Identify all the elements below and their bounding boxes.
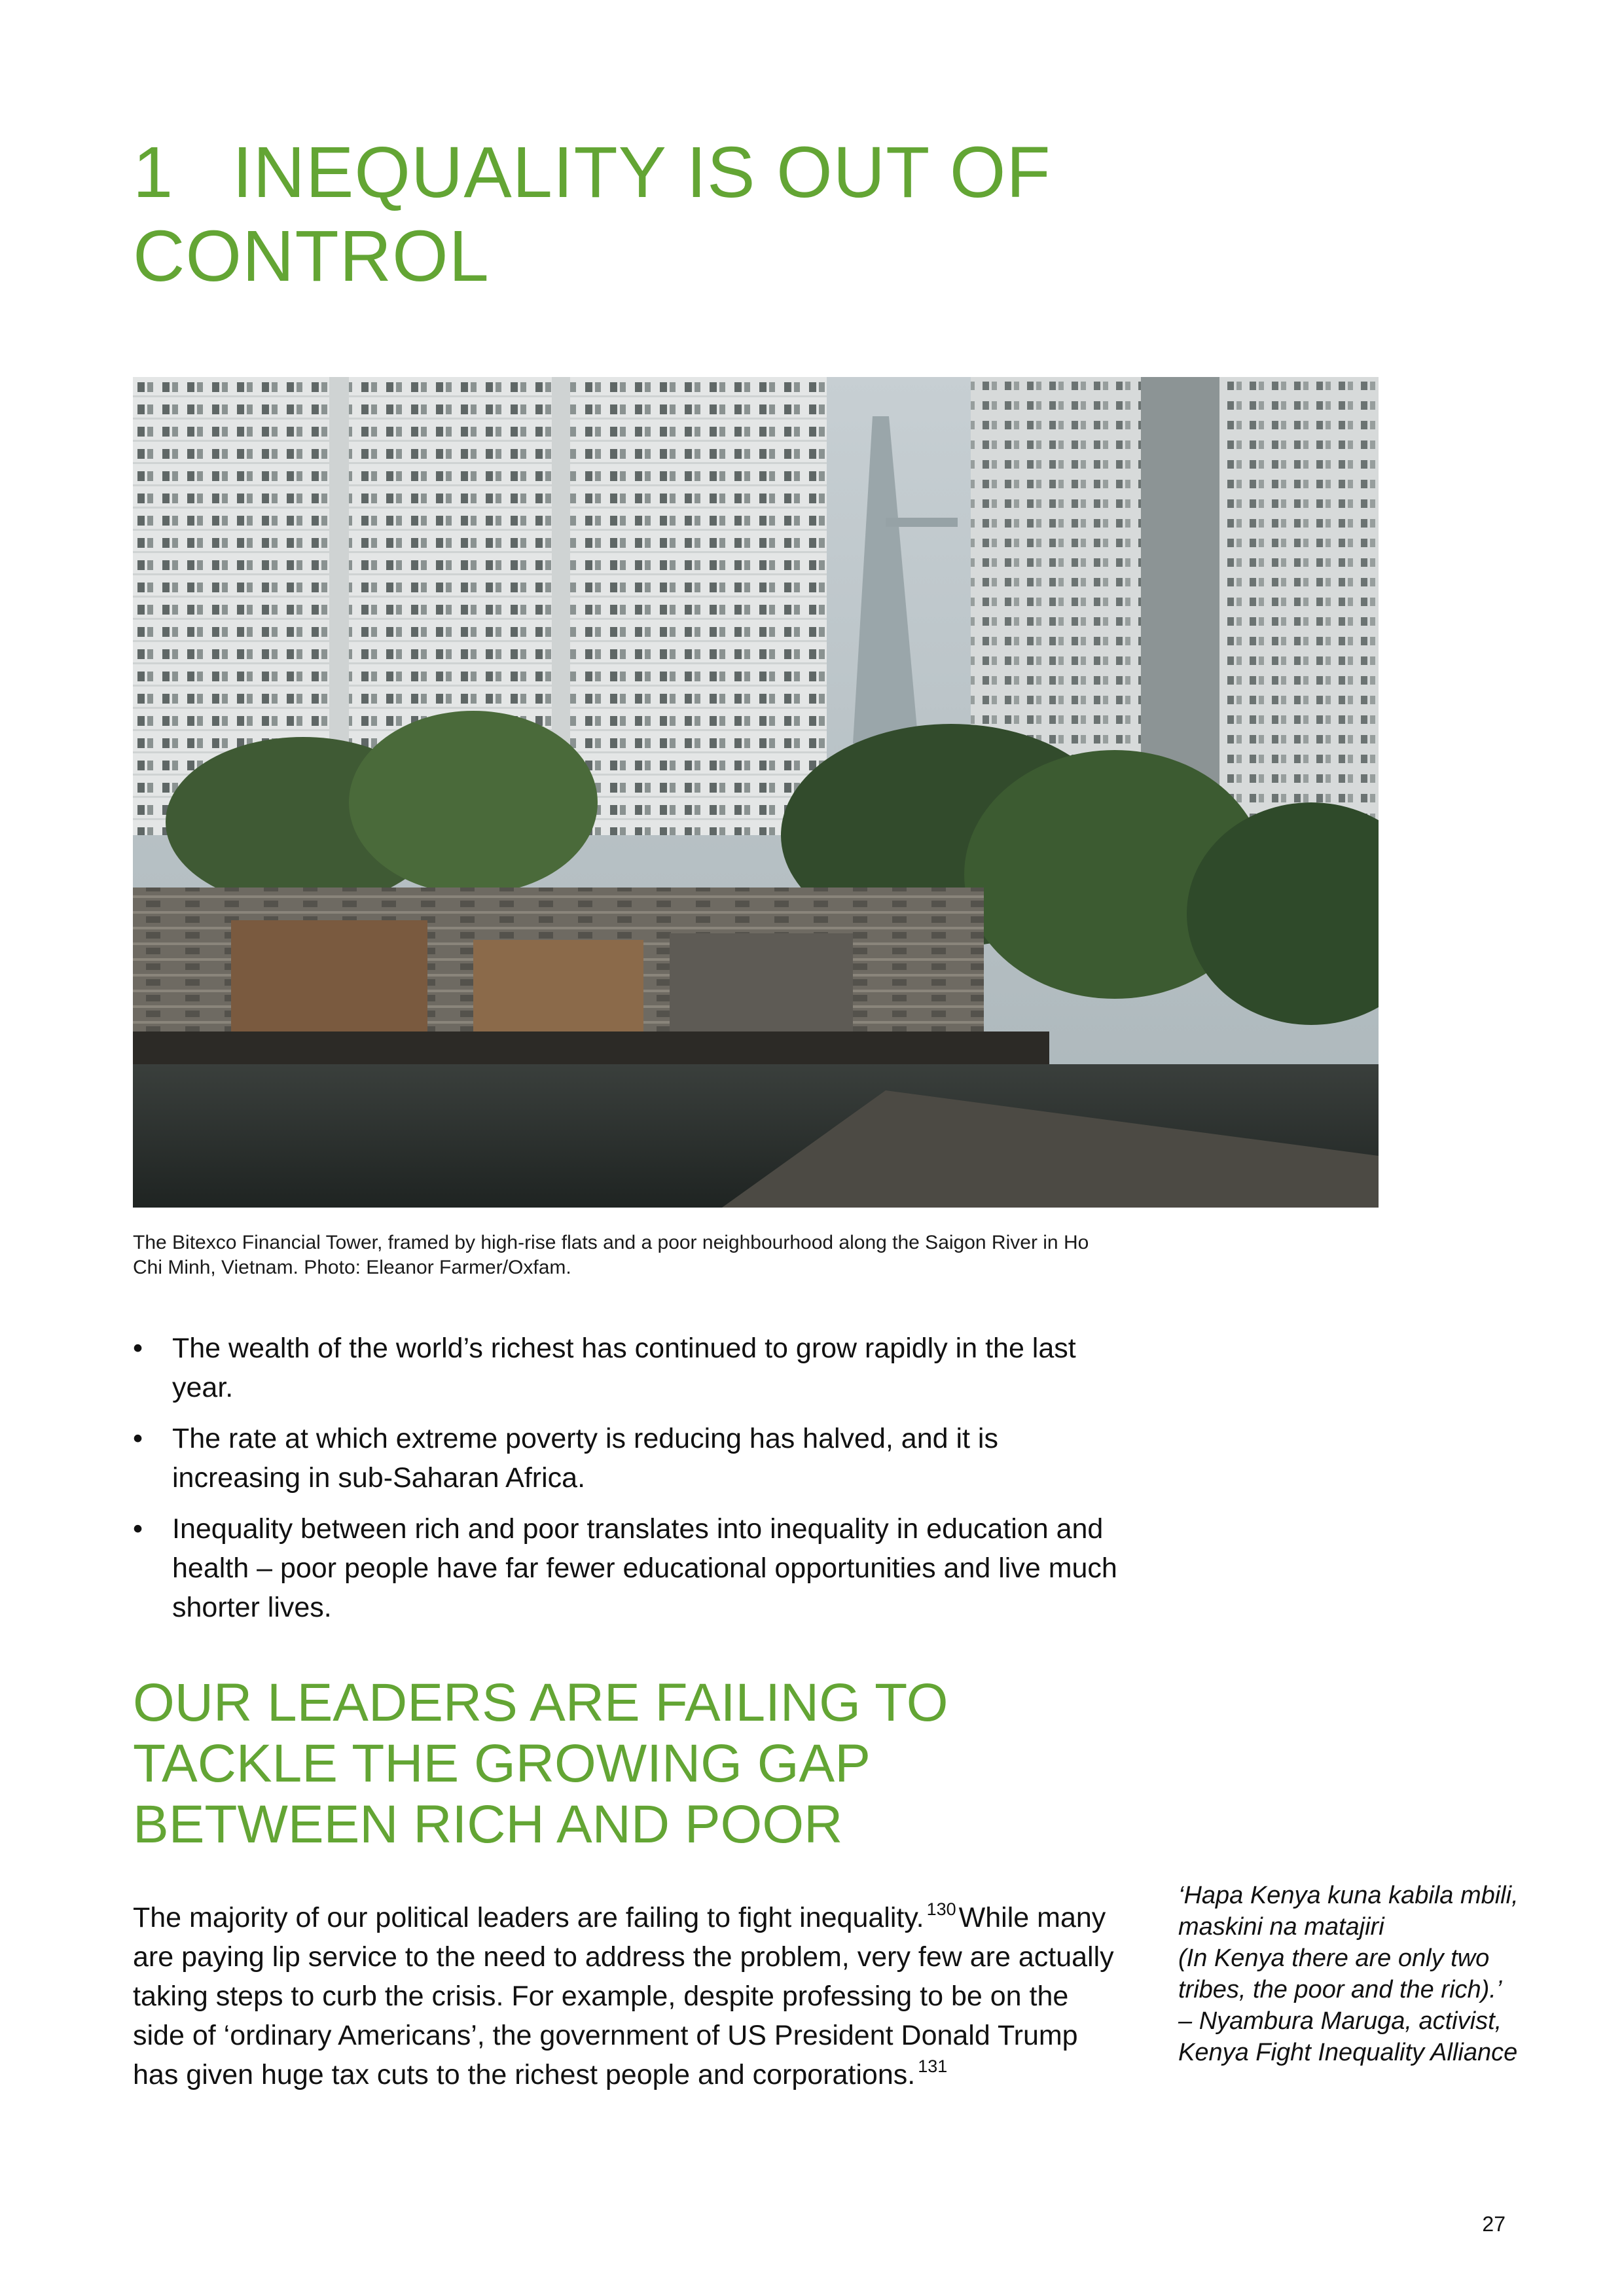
- bullet-text: The rate at which extreme poverty is reducing has halved, and it is increasing in sub-Saharan Africa.: [172, 1423, 998, 1494]
- section-title: OUR LEADERS ARE FAILING TO TACKLE THE GROWING GAP BETWEEN RICH AND POOR: [133, 1673, 948, 1854]
- footnote-ref-131[interactable]: 131: [918, 2056, 948, 2076]
- bullet-text: Inequality between rich and poor translates into inequality in education and health – poor people have far fewer educational opportunities and live much shorter lives.: [172, 1513, 1117, 1623]
- chapter-number: 1: [133, 132, 174, 213]
- body-text-part2: While many are paying lip service to the need to address the problem, very few are actually taking steps to curb the crisis. For example, despite professing to be on the side of ‘ordinary Americans’, the government of US President Donald Trump has given huge tax cuts to the richest people and corporations.: [133, 1902, 1114, 2090]
- bullet-marker: •: [133, 1423, 143, 1454]
- cover-photo: [133, 377, 1379, 1208]
- body-paragraph: [133, 1898, 1128, 2094]
- page-number: 27: [1482, 2212, 1506, 2236]
- bullet-marker: •: [133, 1513, 143, 1545]
- quote-attribution: – Nyambura Maruga, activist, Kenya Fight Inequality Alliance: [1178, 2007, 1518, 2066]
- footnote-ref-130[interactable]: 130: [926, 1899, 956, 1919]
- quote-swahili: ‘Hapa Kenya kuna kabila mbili, maskini na matajiri: [1178, 1882, 1519, 1941]
- sidebar-quote: [1178, 1880, 1519, 2068]
- body-text-part1: The majority of our political leaders are failing to fight inequality.: [133, 1902, 924, 1933]
- list-item: [133, 1329, 1128, 1407]
- photo-caption: The Bitexco Financial Tower, framed by high-rise flats and a poor neighbourhood along the Saigon River in Ho Chi Minh, Vietnam. Photo: Eleanor Farmer/Oxfam.: [133, 1232, 1089, 1278]
- key-points-list: [133, 1329, 1128, 1639]
- quote-english: (In Kenya there are only two tribes, the poor and the rich).’: [1178, 1945, 1502, 2003]
- chapter-title: [133, 131, 1115, 298]
- chapter-title-text: INEQUALITY IS OUT OF CONTROL: [133, 132, 1051, 296]
- list-item: [133, 1509, 1128, 1627]
- bullet-text: The wealth of the world’s richest has continued to grow rapidly in the last year.: [172, 1333, 1076, 1403]
- bullet-marker: •: [133, 1333, 143, 1364]
- photo-illustration: [133, 377, 1379, 1208]
- list-item: [133, 1419, 1128, 1498]
